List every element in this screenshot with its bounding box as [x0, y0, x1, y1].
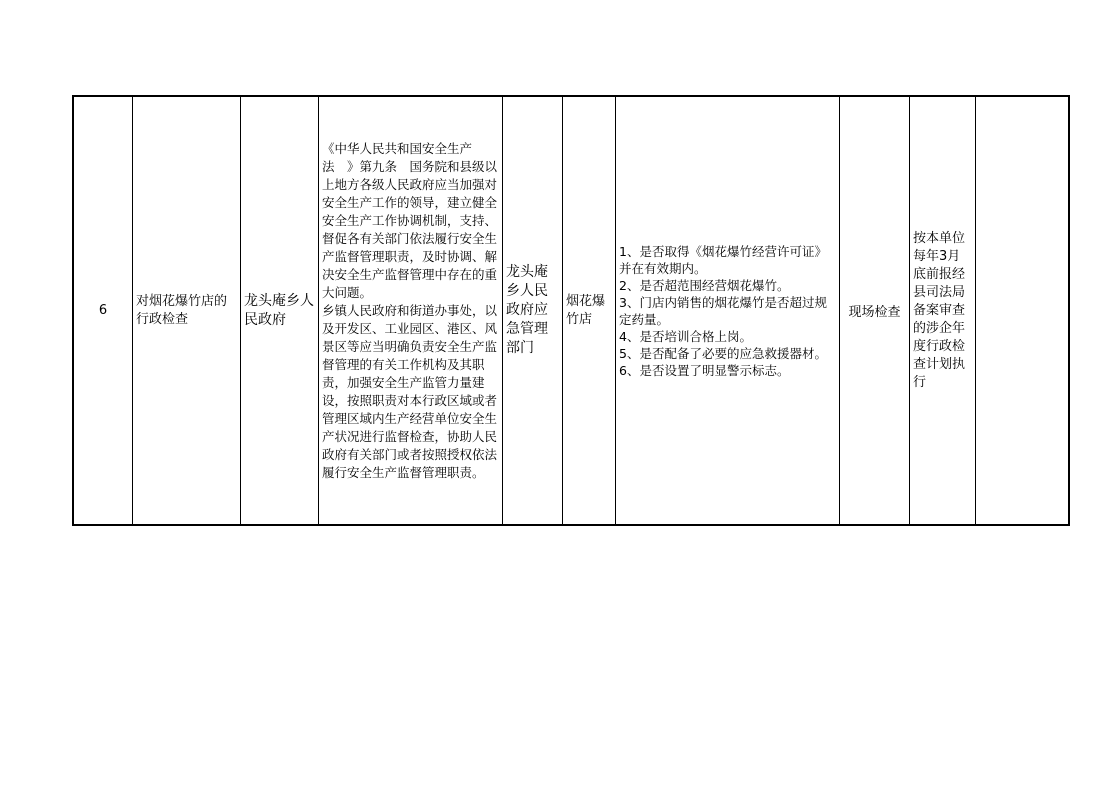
content-item-3: 3、门店内销售的烟花爆竹是否超过规定药量。 — [619, 294, 827, 327]
content-item-5: 5、是否配备了必要的应急救援器材。 — [619, 345, 827, 361]
content-item-2: 2、是否超范围经营烟花爆竹。 — [619, 277, 790, 293]
department-cell: 龙头庵乡人民政府应急管理部门 — [503, 96, 563, 525]
government-cell: 龙头庵乡人民政府 — [241, 96, 319, 525]
inspection-method-cell: 现场检查 — [840, 96, 910, 525]
inspection-frequency-cell: 按本单位每年3月底前报经县司法局备案审查的涉企年度行政检查计划执行 — [910, 96, 976, 525]
inspection-item-cell: 对烟花爆竹店的行政检查 — [133, 96, 241, 525]
table-row — [73, 96, 1069, 525]
inspection-content-cell — [616, 96, 840, 525]
inspection-table — [72, 95, 1070, 526]
inspection-object-cell: 烟花爆竹店 — [563, 96, 616, 525]
legal-basis-paragraph-2: 乡镇人民政府和街道办事处，以及开发区、工业园区、港区、风景区等应当明确负责安全生产监督管理的有关工作机构及其职责，加强安全生产监管力量建设，按照职责对本行政区域或者管理区域内生产经营单位安全生产状况进行监督检查，协助人民政府有关部门或者按照授权依法履行安全生产监督管理职责。 — [322, 302, 498, 480]
content-item-4: 4、是否培训合格上岗。 — [619, 328, 752, 344]
row-number-cell: 6 — [73, 96, 133, 525]
note-cell — [976, 96, 1070, 525]
content-item-1: 1、是否取得《烟花爆竹经营许可证》并在有效期内。 — [619, 243, 827, 276]
legal-basis-paragraph-1: 《中华人民共和国安全生产法 》第九条 国务院和县级以上地方各级人民政府应当加强对安全生产工作的领导，建立健全安全生产工作协调机制，支持、督促各有关部门依法履行安全生产监督管理职责，及时协调、解决安全生产监督管理中存在的重大问题。 — [322, 140, 498, 300]
content-item-6: 6、是否设置了明显警示标志。 — [619, 362, 790, 378]
legal-basis-cell — [319, 96, 503, 525]
